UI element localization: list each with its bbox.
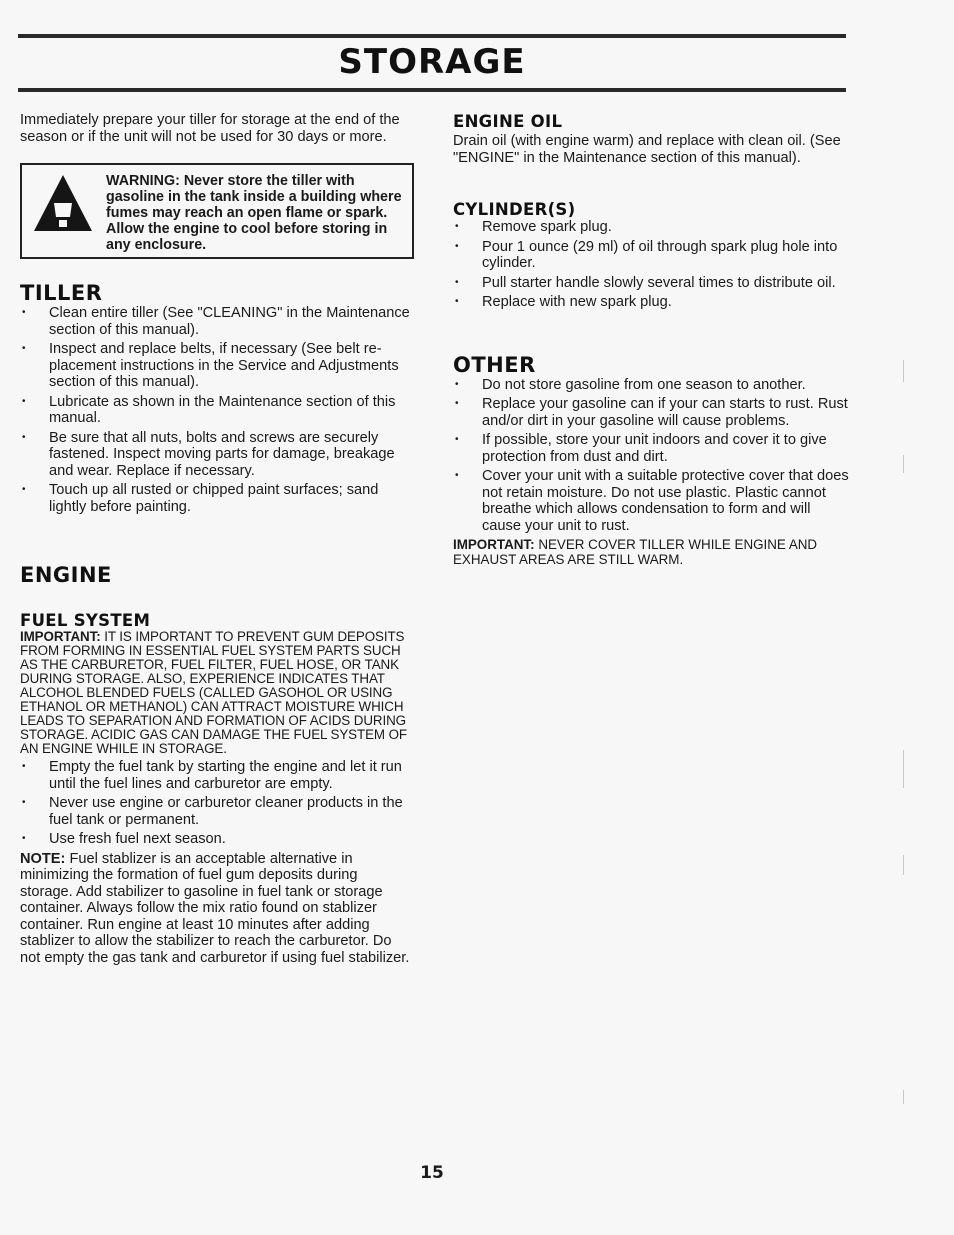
intro-paragraph: Immediately prepare your tiller for storage at the end of the season or if the unit will not be used for 30 days or more. — [20, 112, 400, 145]
important-label: IMPORTANT: — [20, 629, 101, 644]
list-item: • Use fresh fuel next season. — [22, 831, 226, 847]
list-item: • Touch up all rusted or chipped paint surfaces; sand lightly before painting. — [22, 482, 379, 515]
warning-triangle-icon — [32, 173, 94, 240]
page-title: STORAGE — [338, 42, 526, 82]
engine-heading: ENGINE — [20, 563, 112, 587]
list-item: • Empty the fuel tank by starting the engine and let it run until the fuel lines and carburetor are empty. — [22, 759, 402, 792]
scan-mark — [903, 855, 904, 875]
engine-oil-text: Drain oil (with engine warm) and replace with clean oil. (See "ENGINE" in the Maintenance section of this manual). — [453, 133, 841, 166]
header-rule-bottom — [18, 88, 846, 92]
note-paragraph: NOTE: Fuel stablizer is an acceptable alternative in minimizing the formation of fuel gum deposits during storage. Add stabilizer to gasoline in fuel tank or storage container. Always follow the mix ratio found on stablizer container. Run engine at least 10 minutes after adding stablizer to allow the stabilizer to reach the carburetor. Do not empty the gas tank and carburetor if using fuel stabilizer. — [20, 850, 410, 966]
other-list — [453, 377, 849, 535]
list-item: • Cover your unit with a suitable protective cover that does not retain moisture. Do not use plastic. Plastic cannot breathe which allows condensation to form and will cause your unit to rust. — [455, 468, 849, 534]
list-item: • Pull starter handle slowly several times to distribute oil. — [455, 274, 836, 291]
page-number: 15 — [420, 1163, 444, 1183]
scan-mark — [903, 360, 904, 382]
tiller-list — [20, 305, 414, 515]
list-item: • Replace with new spark plug. — [455, 294, 672, 310]
list-item: • Do not store gasoline from one season to another. — [455, 376, 806, 393]
list-item: • Be sure that all nuts, bolts and screws are securely fastened. Inspect moving parts for damage, breakage and wear. Replace if necessary. — [22, 429, 395, 479]
important-label: IMPORTANT: — [453, 537, 535, 552]
other-important-paragraph: IMPORTANT: NEVER COVER TILLER WHILE ENGINE AND EXHAUST AREAS ARE STILL WARM. — [453, 537, 818, 567]
cylinders-heading: CYLINDER(S) — [453, 200, 576, 219]
fuel-important-paragraph: IMPORTANT: IT IS IMPORTANT TO PREVENT GUM DEPOSITS FROM FORMING IN ESSENTIAL FUEL SYSTEM PARTS SUCH AS THE CARBURETOR, FUEL FILTER, FUEL HOSE, OR TANK DURING STORAGE. ALSO, EXPERIENCE INDICATES THAT ALCOHOL BLENDED FUELS (CALLED GASOHOL OR USING ETHANOL OR METHANOL) CAN ATTRACT MOISTURE WHICH LEADS TO SEPARATION AND FORMATION OF ACIDS DURING STORAGE. ACIDIC GAS CAN DAMAGE THE FUEL SYSTEM OF AN ENGINE WHILE IN STORAGE. — [20, 629, 407, 756]
list-item: • If possible, store your unit indoors and cover it to give protection from dust and dirt. — [455, 432, 827, 465]
engine-oil-heading: ENGINE OIL — [453, 112, 563, 131]
left-column — [20, 112, 414, 966]
right-column — [453, 112, 849, 567]
list-item: • Lubricate as shown in the Maintenance section of this manual. — [22, 393, 396, 426]
scan-mark — [903, 455, 904, 473]
scan-mark — [903, 750, 904, 788]
header-rule-top — [18, 34, 846, 38]
other-heading: OTHER — [453, 352, 536, 377]
list-item: • Remove spark plug. — [455, 219, 612, 235]
list-item: • Never use engine or carburetor cleaner products in the fuel tank or permanent. — [22, 795, 403, 828]
fuel-list — [20, 759, 414, 848]
list-item: • Replace your gasoline can if your can starts to rust. Rust and/or dirt in your gasoline will cause problems. — [455, 396, 848, 429]
tiller-heading: TILLER — [20, 281, 103, 305]
warning-box — [20, 163, 414, 259]
list-item: • Inspect and replace belts, if necessary (See belt re-placement instructions in the Service and Adjustments section of this manual). — [22, 341, 399, 390]
list-item: • Clean entire tiller (See "CLEANING" in the Maintenance section of this manual). — [22, 305, 410, 338]
list-item: • Pour 1 ounce (29 ml) of oil through spark plug hole into cylinder. — [455, 238, 838, 271]
note-label: NOTE: — [20, 850, 66, 867]
fuel-system-heading: FUEL SYSTEM — [20, 611, 151, 630]
scan-mark — [903, 1090, 904, 1104]
warning-text: WARNING: Never store the tiller with gasoline in the tank inside a building where fumes may reach an open flame or spark. Allow the engine to cool before storing in any enclosure. — [106, 173, 402, 253]
cylinders-list — [453, 219, 849, 311]
